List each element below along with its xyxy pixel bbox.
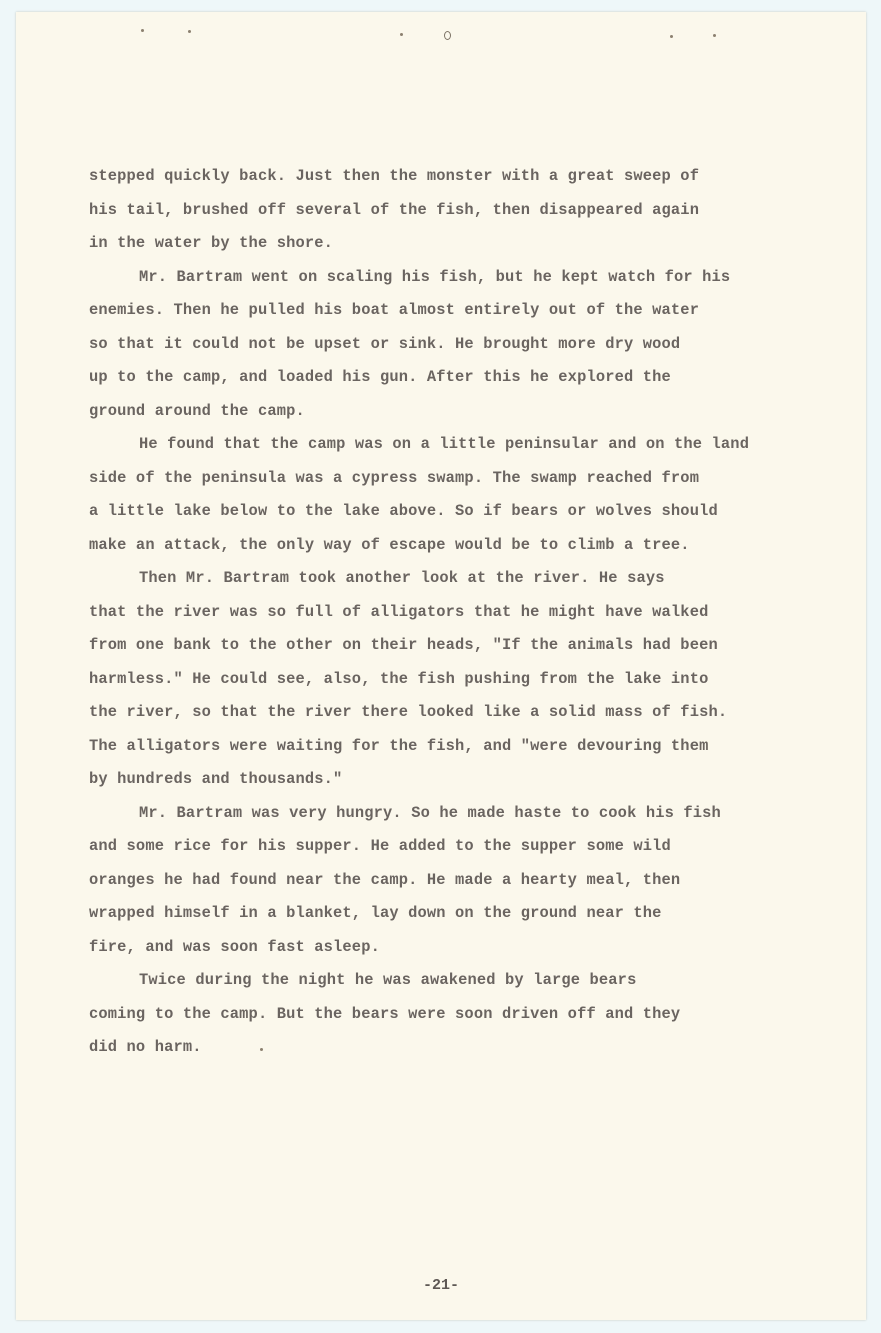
paragraph-4: Then Mr. Bartram took another look at the river. He says that the river was so full of alligators that he might have walked from one bank to the other on their heads, "If the animals had been harmless." He could see, also, the fish pushing from the lake into the river, so that the river there looked like a solid mass of fish. The alligators were waiting for the fish, and "were devouring them by hundreds and thousands." xyxy=(89,569,728,788)
paragraph-2: Mr. Bartram went on scaling his fish, but he kept watch for his enemies. Then he pulled his boat almost entirely out of the water so that it could not be upset or sink. He brought more dry wood up to the camp, and loaded his gun. After this he explored the ground around the camp. xyxy=(89,267,731,420)
paragraph-3: He found that the camp was on a little peninsular and on the land side of the peninsula was a cypress swamp. The swamp reached from a little lake below to the lake above. So if bears or wolves should make an attack, the only way of escape would be to climb a tree. xyxy=(89,435,750,554)
body-text xyxy=(89,160,829,1065)
paper-speck xyxy=(670,35,673,38)
paper-speck xyxy=(713,34,716,37)
paragraph-1: stepped quickly back. Just then the monster with a great sweep of his tail, brushed off several of the fish, then disappeared again in the water by the shore. xyxy=(89,167,700,252)
paragraph-6: Twice during the night he was awakened by large bears coming to the camp. But the bears were soon driven off and they did no harm. xyxy=(89,971,681,1056)
paper-speck xyxy=(400,33,403,36)
paper-speck xyxy=(444,31,451,40)
typewritten-page xyxy=(16,12,866,1320)
paper-speck xyxy=(188,30,191,33)
paragraph-5: Mr. Bartram was very hungry. So he made haste to cook his fish and some rice for his supper. He added to the supper some wild oranges he had found near the camp. He made a hearty meal, then wrapped himself in a blanket, lay down on the ground near the fire, and was soon fast asleep. xyxy=(89,803,721,956)
paper-speck xyxy=(141,29,144,32)
page-number: -21- xyxy=(422,1277,459,1294)
